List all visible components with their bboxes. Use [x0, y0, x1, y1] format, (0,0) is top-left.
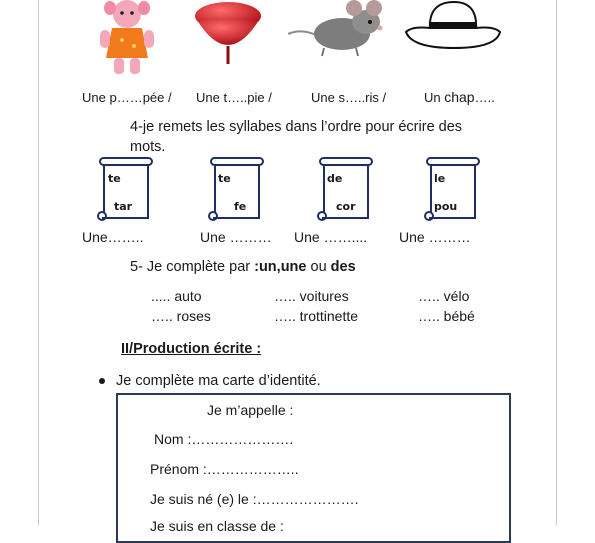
syllable-scroll	[423, 156, 483, 224]
field-prenom: Prénom :………………..	[150, 461, 299, 477]
syllable-bottom: cor	[336, 200, 356, 213]
page-margin-right	[556, 0, 557, 525]
exercise4-instruction: 4-je remets les syllabes dans l’ordre pour écrire des	[130, 119, 463, 135]
syllable-top: te	[218, 172, 231, 185]
article-item: ….. vélo	[418, 288, 470, 304]
field-nom: Nom :………………….	[154, 431, 294, 447]
field-classe: Je suis en classe de :	[150, 518, 284, 534]
syllable-top: te	[108, 172, 121, 185]
syllable-scroll	[96, 156, 156, 224]
production-instruction: Je complète ma carte d’identité.	[116, 373, 321, 389]
word-souris: Une s…..ris /	[311, 90, 387, 105]
syllable-scroll	[316, 156, 376, 224]
word-poupee: Une p……pée /	[82, 90, 172, 105]
card-title: Je m’appelle :	[207, 402, 294, 418]
word-toupie: Une t…..pie /	[196, 90, 272, 105]
article-item: ….. trottinette	[274, 308, 359, 324]
mouse-icon	[288, 0, 384, 58]
exercise5-instruction: 5- Je complète par :un,une ou des	[130, 259, 356, 275]
word-chapeau: Un chap…..	[424, 89, 495, 105]
answer-blank: Une……..	[82, 229, 144, 245]
syllable-top: de	[327, 172, 343, 185]
answer-blank: Une ……....	[294, 229, 368, 245]
article-item: ….. roses	[151, 308, 211, 324]
page-margin-left	[38, 0, 39, 525]
field-date-naissance: Je suis né (e) le :………………….	[150, 491, 359, 507]
spinning-top-icon	[193, 0, 263, 66]
doll-icon	[96, 0, 158, 76]
syllable-bottom: fe	[234, 200, 247, 213]
article-item: ….. voitures	[274, 288, 349, 304]
syllable-bottom: pou	[434, 200, 458, 213]
answer-blank: Une ………	[399, 229, 471, 245]
bullet-point	[99, 378, 105, 384]
syllable-top: le	[434, 172, 446, 185]
hat-icon	[404, 0, 502, 54]
section-heading: II/Production écrite :	[121, 341, 262, 357]
answer-blank: Une ………	[200, 229, 272, 245]
article-item: ..... auto	[151, 288, 202, 304]
article-item: ….. bébé	[418, 308, 475, 324]
exercise4-instruction-cont: mots.	[130, 139, 166, 155]
syllable-scroll	[207, 156, 267, 224]
syllable-bottom: tar	[114, 200, 133, 213]
